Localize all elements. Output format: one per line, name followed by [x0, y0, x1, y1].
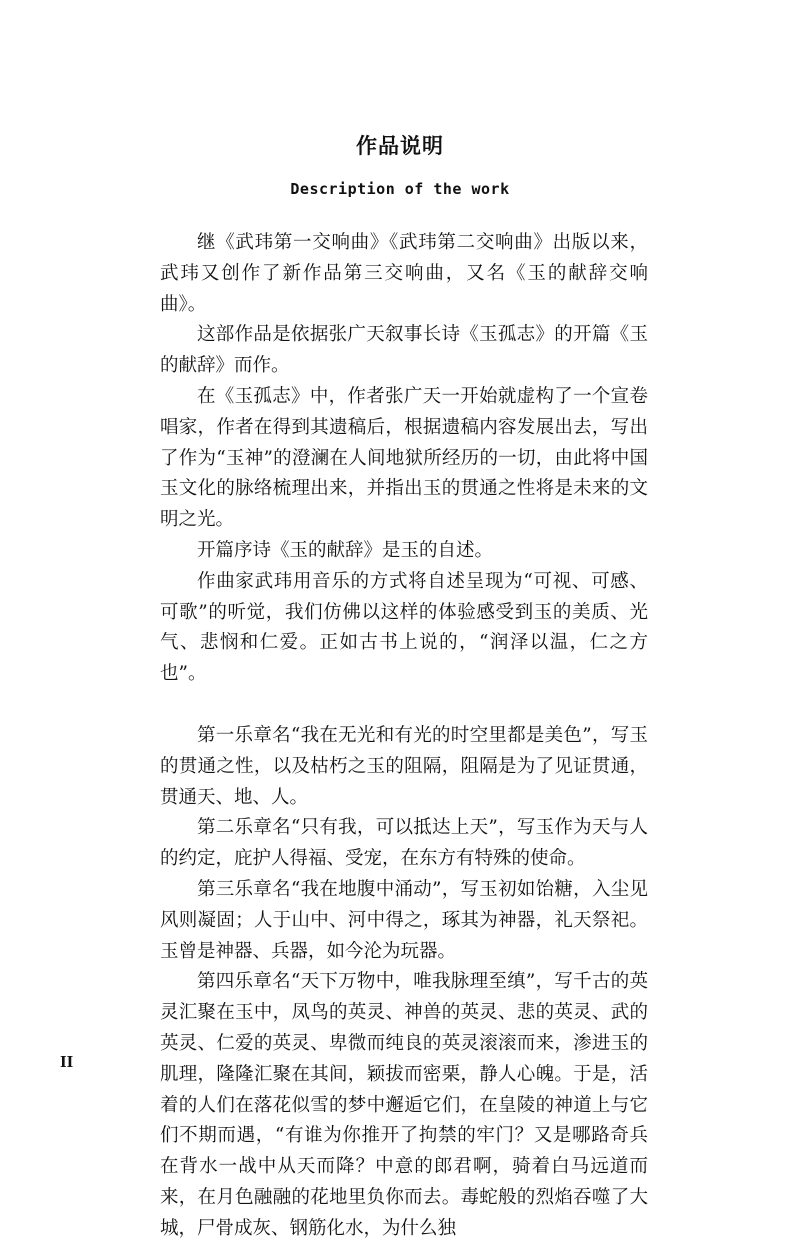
paragraph: 这部作品是依据张广天叙事长诗《玉孤志》的开篇《玉的献辞》而作。 [160, 324, 648, 377]
page-title: 作品说明 [356, 134, 444, 158]
paragraph: 第四乐章名“天下万物中，唯我脉理至缜”，写千古的英灵汇聚在玉中，凤鸟的英灵、神兽的英灵、悲的英灵、武的英灵、仁爱的英灵、卑微而纯良的英灵滚滚而来，渗进玉的肌理，隆隆汇聚在其间，颖拔而密栗，静人心魄。于是，活着的人们在落花似雪的梦中邂逅它们，在皇陵的神道上与它们不期而遇，“有谁为你推开了拘禁的牢门？又是哪路奇兵在背水一战中从天而降？中意的郎君啊，骑着白马远道而来，在月色融融的花地里负你而去。毒蛇般的烈焰吞噬了大城，尸骨成灰、钢筋化水，为什么独 [160, 971, 648, 1239]
page-subtitle: Description of the work [290, 180, 510, 198]
page-number: II [60, 1052, 74, 1071]
paragraph: 开篇序诗《玉的献辞》是玉的自述。 [197, 539, 494, 561]
paragraph: 继《武玮第一交响曲》《武玮第二交响曲》出版以来，武玮又创作了新作品第三交响曲，又名《玉的献辞交响曲》。 [160, 232, 648, 315]
paragraph: 第二乐章名“只有我，可以抵达上天”，写玉作为天与人的约定，庇护人得福、受宠，在东方有特殊的使命。 [160, 817, 648, 870]
paragraph: 第三乐章名“我在地腹中涌动”，写玉初如饴糖，入尘见风则凝固；人于山中、河中得之，琢其为神器，礼天祭祀。玉曾是神器、兵器，如今沦为玩器。 [160, 878, 648, 962]
paragraph: 第一乐章名“我在无光和有光的时空里都是美色”，写玉的贯通之性，以及枯朽之玉的阻隔，阻隔是为了见证贯通，贯通天、地、人。 [160, 724, 648, 808]
paragraph: 在《玉孤志》中，作者张广天一开始就虚构了一个宣卷唱家，作者在得到其遗稿后，根据遗稿内容发展出去，写出了作为“玉神”的澄澜在人间地狱所经历的一切，由此将中国玉文化的脉络梳理出来，并指出玉的贯通之性将是未来的文明之光。 [160, 385, 648, 531]
paragraph: 作曲家武玮用音乐的方式将自述呈现为“可视、可感、可歌”的听觉，我们仿佛以这样的体验感受到玉的美质、光气、悲悯和仁爱。正如古书上说的，“润泽以温，仁之方也”。 [160, 570, 648, 685]
body-text [160, 228, 648, 1245]
